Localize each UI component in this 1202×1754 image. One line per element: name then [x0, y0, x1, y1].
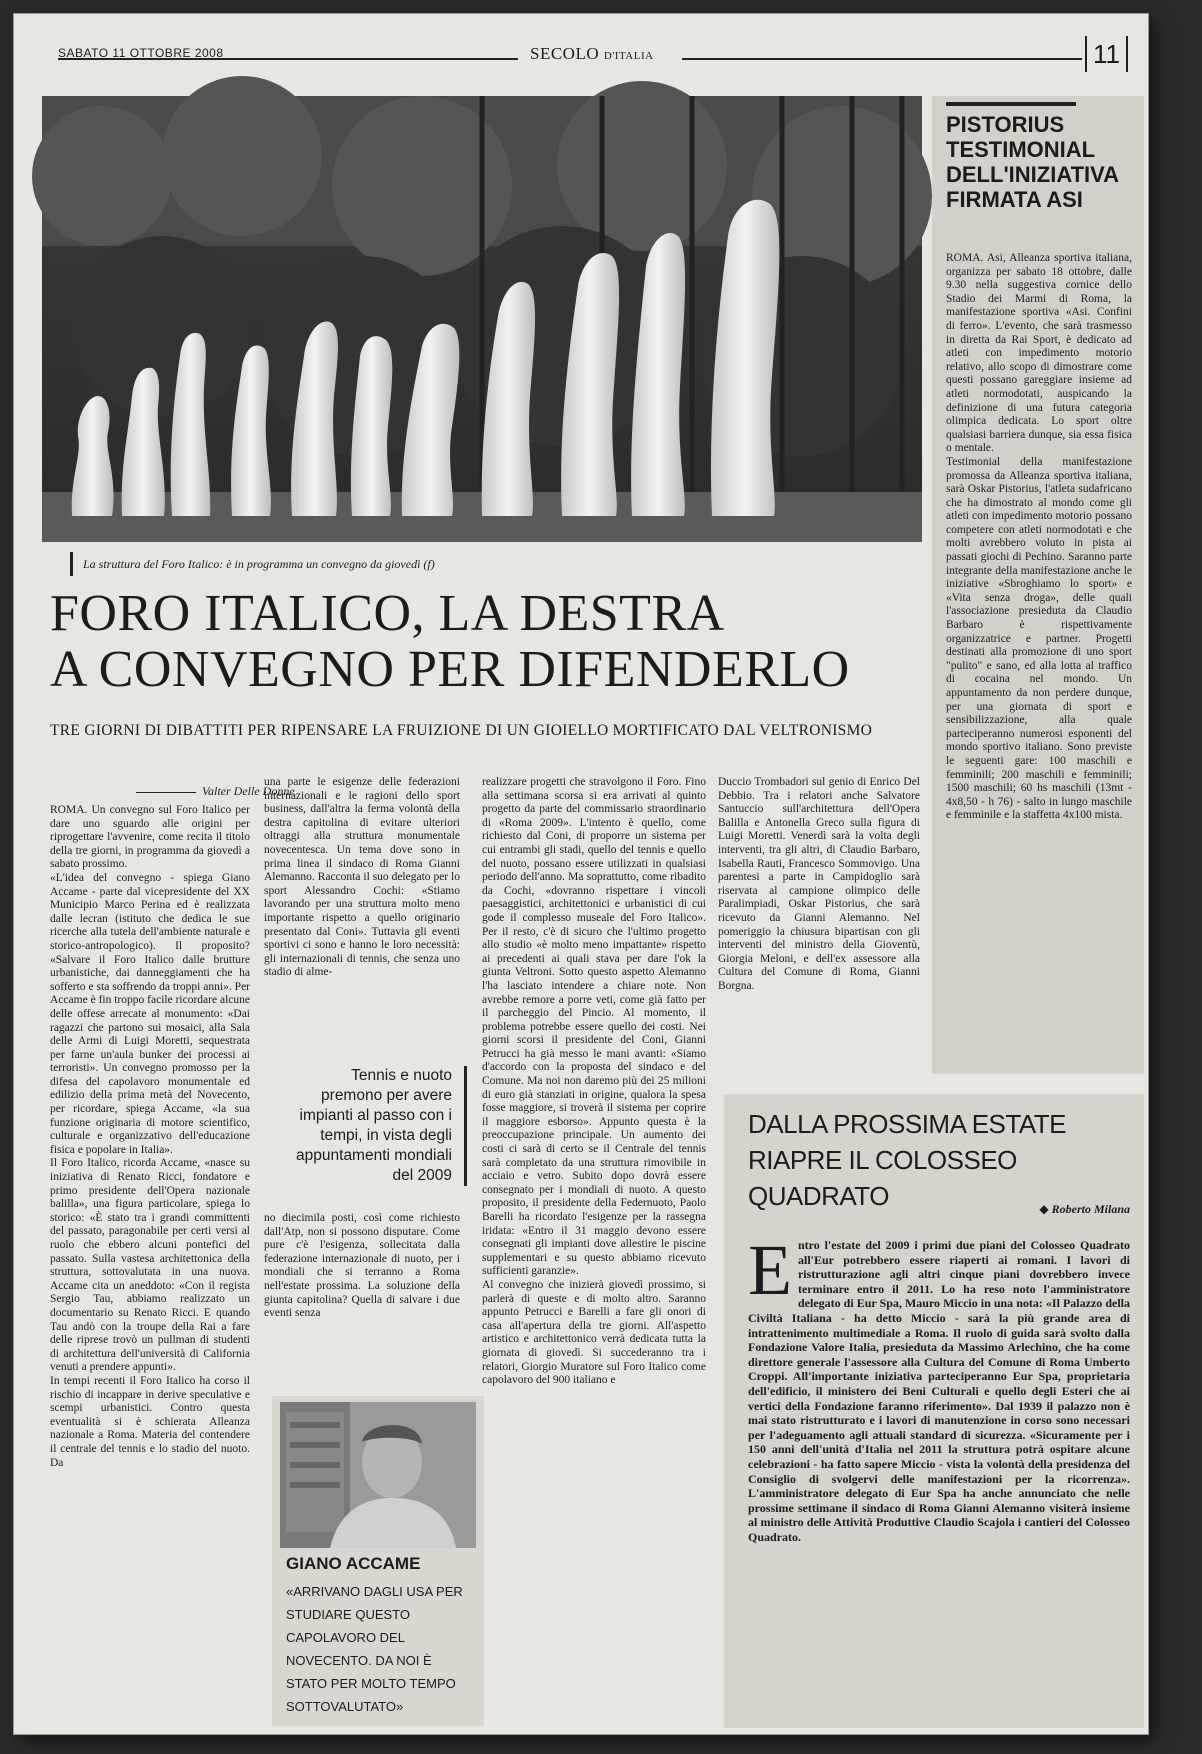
page-number: 11 — [1085, 36, 1128, 72]
sidebar-article — [932, 96, 1144, 1074]
main-subhead: TRE GIORNI DI DIBATTITI PER RIPENSARE LA FRUIZIONE DI UN GIOIELLO MORTIFICATO DAL VELTRONISMO — [50, 722, 873, 739]
masthead-rule-right — [682, 58, 1082, 60]
colosseo-body — [748, 1230, 1130, 1718]
colosseo-title: DALLA PROSSIMA ESTATE RIAPRE IL COLOSSEO QUADRATO — [748, 1109, 1066, 1211]
article-column-2b: no diecimila posti, così come richiesto dall'Atp, non si possono disputare. Come pure c'è l'esigenza, sollecitata dalla federazione internazionale di nuoto, per i mondiali che si terranno a Roma nell'estate prossima. La soluzione della giunta capitolina? Quella di salvare i due eventi senza — [264, 1212, 463, 1320]
pull-quote: Tennis e nuoto premono per avere impianti al passo con i tempi, in vista degli appuntamenti mondiali del 2009 — [290, 1066, 467, 1186]
colosseo-article — [724, 1094, 1144, 1728]
photo-caption: La struttura del Foro Italico: è in programma un convegno da giovedì (f) — [70, 552, 435, 576]
interviewee-name: GIANO ACCAME — [286, 1554, 421, 1573]
main-headline: FORO ITALICO, LA DESTRA A CONVEGNO PER DIFENDERLO — [50, 585, 850, 698]
masthead — [42, 36, 1132, 72]
main-byline: Valter Delle Donne — [136, 784, 295, 799]
sidebar-title: PISTORIUS TESTIMONIAL DELL'INIZIATIVA FIRMATA ASI — [946, 112, 1126, 212]
newspaper-name: SECOLO D'ITALIA — [530, 44, 654, 63]
interviewee-quote: «ARRIVANO DAGLI USA PER STUDIARE QUESTO CAPOLAVORO DEL NOVECENTO. DA NOI È STATO PER MOLTO TEMPO SOTTOVALUTATO» — [286, 1584, 463, 1714]
giano-accame-photo — [280, 1402, 476, 1548]
article-column-1: ROMA. Un convegno sul Foro Italico per dare uno sguardo alle origini per riprogettare l'avvenire, come recita il titolo della tre giorni, in programma da giovedì a sabato prossimo. «L'idea del convegno - spiega Giano Accame - parte dal vicepresidente del XX Municipio Marco Perina ed è realizzata dalle lecran (istituto che dedica le sue ricerche alla tutela dell'ambiente naturale e storico-antropologico). Il proposito? «Salvare il Foro Italico dalle brutture urbanistiche, dai danneggiamenti che ha sofferto e sta soffrendo da troppi anni». Per Accame è fin troppo facile ricordare alcune delle offese arrecate al monumento: «Dai ragazzi che partono sui mosaici, alla Sala delle Armi di Luigi Moretti, sequestrata per farne un'aula bunker dei processi ai terroristi». Un convegno promosso per la difesa del capolavoro monumentale ed edilizio della prima metà del Novecento, per ricordare, spiega Accame, «la sua funzione originaria di motore scientifico, culturale e organizzativo dell'educazione fisica e popolare in Italia». Il Foro Italico, ricorda Accame, «nasce su iniziativa di Renato Ricci, fondatore e primo presidente dell'Opera nazionale balilla», una figura particolare, spiega lo storico: «È stato tra i grandi committenti del passato, paragonabile per certi versi al ruolo che ebbero alcuni pontefici del passato. Sulla vastesa architettonica della struttura, sottovalutata in una nuova. Accame cita un aneddoto: «Con il regista Sergio Tau, abbiamo realizzato un documentario su Renato Ricci. E quando Tau andò con la troupe della Rai a fare delle riprese trovò un pullman di studenti di architettura dell'università di California venuti a prendere appunti». In tempi recenti il Foro Italico ha corso il rischio di incappare in derive speculative e scempi urbanistici. Contro questa eventualità si è schierata Alleanza nazionale a Roma. Materia del contendere il centrale del tennis e lo stadio del nuoto. Da — [50, 804, 250, 1469]
article-column-2a: una parte le esigenze delle federazioni internazionali e le ragioni dello sport business, dall'altra la ferma volontà della destra capitolina di evitare ulteriori oltraggi alla struttura monumentale novecentesca. Un tema dove sono in prima linea il sindaco di Roma Gianni Alemanno. Racconta il suo delegato per lo sport Alessandro Cochi: «Stiamo lavorando per una struttura molto meno importante rispetto a quello originario presentato dal Coni». Tuttavia gli eventi sportivi ci sono e hanno le loro necessità: gli internazionali di tennis, che senza uno stadio di alme- — [264, 776, 463, 979]
colosseo-byline: ◆ Roberto Milana — [1039, 1202, 1130, 1216]
interview-box — [272, 1396, 484, 1726]
article-column-3: realizzare progetti che stravolgono il Foro. Fino alla settimana scorsa si era arrivati al quinto progetto da parte del commissario straordinario di «Roma 2009». L'intento è quello, come richiesto dal Coni, di proporre un sistema per cui entrambi gli stadi, quello del tennis e quello del nuoto, possano essere utilizzati in qualsiasi periodo dell'anno. Ma soprattutto, come ribadito da Cochi, «dovranno rispettare i vincoli paesaggistici, architettonici e urbanistici di cui gode il complesso museale del Foro Italico». Per il resto, c'è di sicuro che l'ultimo progetto allo studio «è molto meno impattante» rispetto ai precedenti ai quali stava per dare l'ok la giunta Veltroni. Sotto questo aspetto Alemanno l'ha lasciato intendere a chiare note. Non avrebbe remore a porre veti, come già fatto per il parcheggio del Pincio. Al momento, il problema potrebbe essere quello dei costi. Nei giorni scorsi il presidente del Coni, Gianni Petrucci ha già messo le mani avanti: «Siamo d'accordo con la proposta del sindaco e del Comune. Ma noi non daremo più dei 25 milioni di euro già stanziati in origine, qualora la spesa fosse maggiore, si troverà il sistema per coprire il maggiore esborso». Appunto questa è la preoccupazione principale. Un aumento dei costi ci sarà di certo se il Centrale del tennis sarà completato da una struttura rimovibile in acciaio e vetro. Subito dopo dovrà essere consegnato per i mondiali di nuoto. A questo proposito, il presidente della Federnuoto, Paolo Barelli ha ricordato l'esigenze per la rassegna iridata: «Entro il 31 maggio devono essere consegnati gli impianti dove allestire le piscine supplementari e su questo abbiamo ricevuto sufficienti garanzie». Al convegno che inizierà giovedì prossimo, si parlerà di queste e di molto altro. Saranno appunto Petrucci e Barelli a fare gli onori di casa all'apertura della tre giorni. All'aspetto artistico e architettonico verrà dedicata tutta la giornata di giovedì. Si succederanno tra i relatori, Giorgio Muratore sul Foro Italico come capolavoro del 900 italiano e — [482, 776, 706, 1387]
newspaper-page — [14, 14, 1148, 1734]
masthead-rule-left — [58, 58, 518, 60]
sidebar-body: ROMA. Asi, Alleanza sportiva italiana, organizza per sabato 18 ottobre, dalle 9.30 nella suggestiva cornice dello Stadio dei Marmi di Roma, la manifestazione sportiva «Asi. Confini di ferro». L'evento, che sarà trasmesso in diretta da Rai Sport, è dedicato ad atleti con impedimento motorio relativo, allo scopo di dimostrare come questi possano gareggiare insieme ad atleti normodotati, auspicando la definizione di una futura categoria olimpica dedicata. Lo sport oltre qualsiasi barriera dunque, sia essa fisica o mentale. Testimonial della manifestazione promossa da Alleanza sportiva italiana, sarà Oskar Pistorius, l'atleta sudafricano che ha dimostrato al mondo come gli atleti con impedimento motorio possano competere con atleti normodotati e che molti avrebbero voluto in pista ai passati giochi di Pechino. Saranno parte integrante della manifestazione anche le iniziative «Sbroghiamo lo sport» e «Vita senza droga», delle quali l'associazione presieduta da Claudio Barbaro è rispettivamente organizzatrice e partner. Progetti destinati alla promozione di uno sport "pulito" e sano, ed alla lotta al traffico di cocaina nel mondo. Un appuntamento da non perdere dunque, per una giornata di sport e sensibilizzazione, alla quale parteciperanno numerosi esponenti del mondo sportivo italiano. Sono previste le seguenti gare: 100 maschili e femminili; 200 maschili e femminili; 1500 maschili; 60 hs maschili (13mt - 4x8,50 - h 76) - salto in lungo maschile e femminile e la staffetta 4x100 mista. — [946, 252, 1132, 822]
issue-date: SABATO 11 OTTOBRE 2008 — [58, 46, 224, 60]
statues-photo — [42, 96, 922, 542]
colosseo-text: ntro l'estate del 2009 i primi due piani del Colosseo Quadrato all'Eur potrebbero essere riaperti ai romani. I lavori di ristrutturazione agli altri cinque piani dovrebbero invece terminare entro il 2011. Lo ha reso noto l'amministratore delegato di Eur Spa, Mauro Miccio in una nota: «Il Palazzo della Civiltà Italiana - ha detto Miccio - sarà la più grande area di intrattenimento multimediale a Roma. Il ruolo di guida sarà svolto dalla Fondazione Valore Italia, presieduta da Massimo Arlechino, che ha come direttore generale l'assessore alla Cultura del Comune di Roma Umberto Croppi. All'importante iniziativa parteciperanno Eur Spa, proprietaria dell'edificio, il ministero dei Beni Culturali e quello degli Esteri che ai vertici della Fondazione faranno riferimento». Dal 1939 il palazzo non è mai stato ristrutturato e i lavori di manutenzione in corso sono necessari per l'adeguamento agli attuali standard di sicurezza. «Sicuramente per i 150 anni dell'unità d'Italia nel 2011 la struttura potrà ospitare alcune celebrazioni - ha fatto sapere Miccio - vista la volontà della presidenza del Consiglio di svolgervi delle manifestazioni per la ricorrenza». L'amministratore delegato di Eur Spa ha anche annunciato che nelle prossime settimane il sindaco di Roma Gianni Alemanno visiterà insieme al ministro delle Attività Produttive Claudio Scajola i cantieri del Colosseo Quadrato. — [748, 1238, 1130, 1544]
article-column-4: Duccio Trombadori sul genio di Enrico Del Debbio. Tra i relatori anche Salvatore Santuccio sull'architettura dell'Opera Balilla e Antonella Greco sulla figura di Luigi Moretti. Venerdì sarà la volta degli interventi, tra gli altri, di Claudio Barbaro, Isabella Rauti, Francesco Sommovigo. Una parentesi a parte in Campidoglio sarà riservata al campione olimpico delle Paralimpiadi, Oskar Pistorius, che sarà ricevuto da Gianni Alemanno. Nel pomeriggio la chiusura bipartisan con gli interventi del ministro della Gioventù, Giorgia Meloni, e dell'ex assessore alla Cultura del Comune di Roma, Gianni Borgna. — [718, 776, 923, 992]
drop-cap: E — [748, 1230, 792, 1310]
